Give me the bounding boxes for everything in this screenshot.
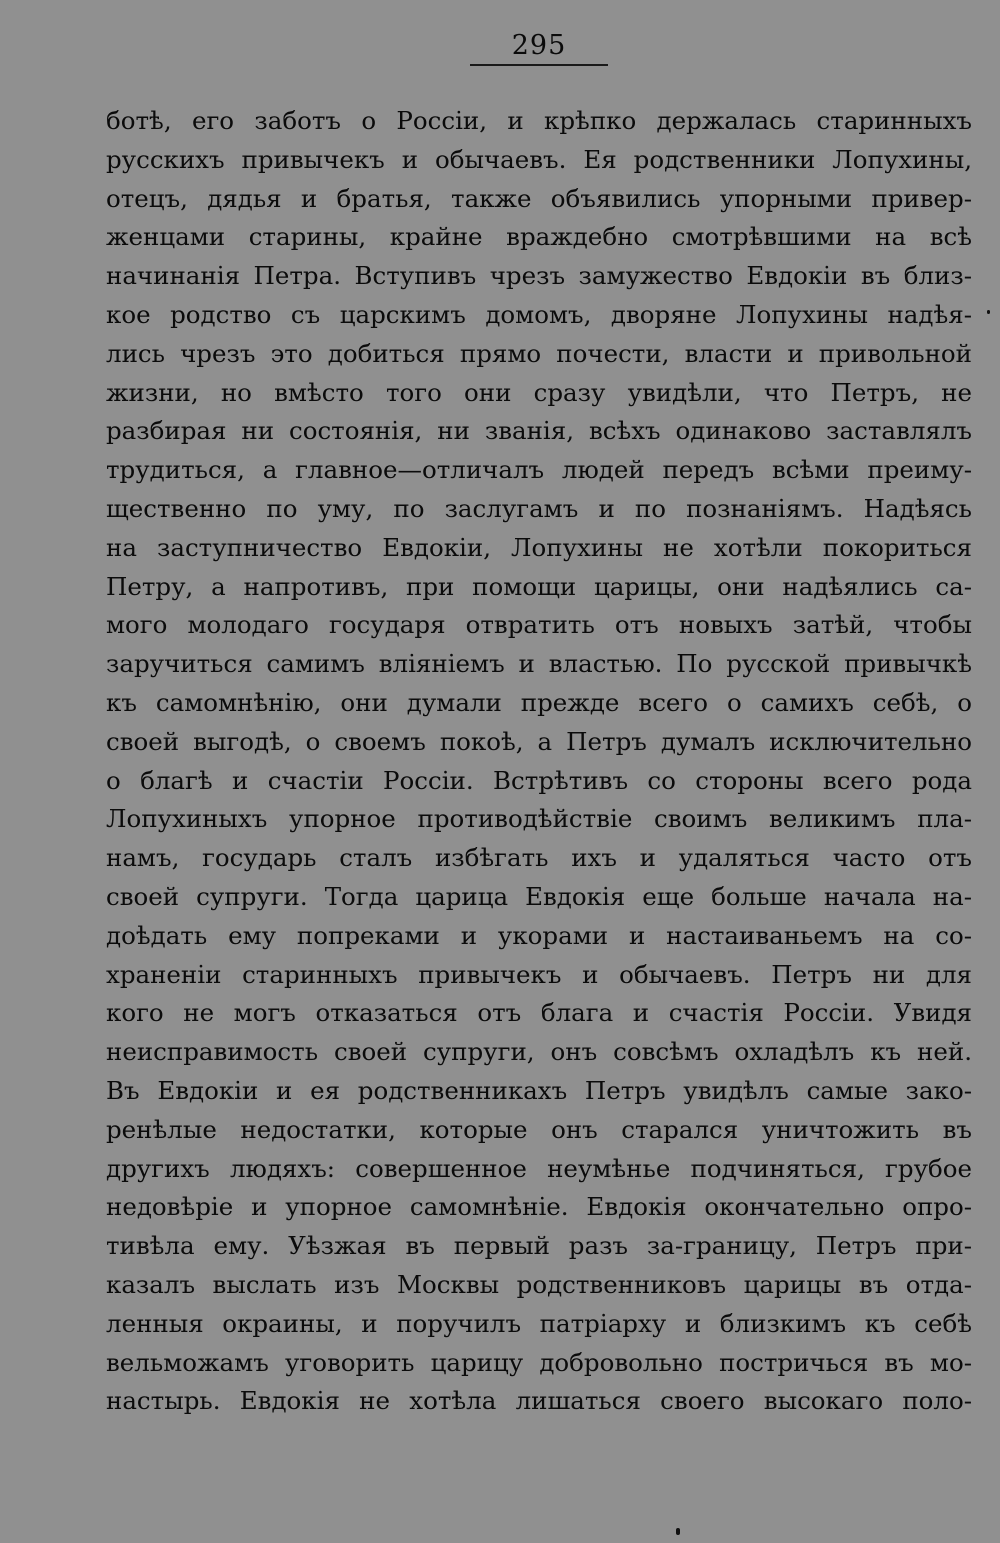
text-line: начинанія Петра. Вступивъ чрезъ замужество Евдокіи въ близ- <box>106 261 972 291</box>
text-line: о благѣ и счастіи Россіи. Встрѣтивъ со стороны всего рода <box>106 765 972 795</box>
text-line: своей супруги. Тогда царица Евдокія еще больше начала на- <box>106 881 972 911</box>
text-line: тивѣла ему. Уѣзжая въ первый разъ за-границу, Петръ при- <box>106 1231 972 1261</box>
text-line: храненіи старинныхъ привычекъ и обычаевъ. Петръ ни для <box>106 959 972 989</box>
text-line: вельможамъ уговорить царицу добровольно постричься въ мо- <box>106 1347 972 1377</box>
text-line: женцами старины, крайне враждебно смотрѣвшими на всѣ <box>106 222 972 252</box>
text-line: кое родство съ царскимъ домомъ, дворяне Лопухины надѣя- <box>106 299 972 329</box>
text-line: трудиться, а главное—отличалъ людей передъ всѣми преиму- <box>106 455 972 485</box>
text-line: неисправимость своей супруги, онъ совсѣмъ охладѣлъ къ ней. <box>106 1037 972 1067</box>
text-line: недовѣріе и упорное самомнѣніе. Евдокія окончательно опро- <box>106 1192 972 1222</box>
text-line: ленныя окраины, и поручилъ патріарху и близкимъ къ себѣ <box>106 1308 972 1338</box>
text-line: Лопухиныхъ упорное противодѣйствіе своимъ великимъ пла- <box>106 804 972 834</box>
page-number: 295 <box>511 30 567 61</box>
text-line: разбирая ни состоянія, ни званія, всѣхъ одинаково заставлялъ <box>106 416 972 446</box>
ink-speck <box>676 1528 680 1535</box>
text-line: отецъ, дядья и братья, также объявились упорными привер- <box>106 183 972 213</box>
text-line: ботѣ, его заботъ о Россіи, и крѣпко держалась старинныхъ <box>106 106 972 135</box>
text-line: жизни, но вмѣсто того они сразу увидѣли, что Петръ, не <box>106 377 972 407</box>
text-line: Въ Евдокіи и ея родственникахъ Петръ увидѣлъ самые зако- <box>106 1075 972 1105</box>
text-line: своей выгодѣ, о своемъ покоѣ, а Петръ думалъ исключительно <box>106 726 972 756</box>
ink-speck <box>987 310 990 314</box>
text-line: лись чрезъ это добиться прямо почести, власти и привольной <box>106 338 972 368</box>
text-line: намъ, государь сталъ избѣгать ихъ и удаляться часто отъ <box>106 843 972 873</box>
text-line: Петру, а напротивъ, при помощи царицы, они надѣялись са- <box>106 571 972 601</box>
text-line: щественно по уму, по заслугамъ и по познаніямъ. Надѣясь <box>106 493 972 523</box>
text-line: настырь. Евдокія не хотѣла лишаться своего высокаго поло- <box>106 1386 972 1416</box>
text-line: доѣдать ему попреками и укорами и настаиваньемъ на со- <box>106 920 972 950</box>
text-line: кого не могъ отказаться отъ блага и счастія Россіи. Увидя <box>106 998 972 1028</box>
text-line: русскихъ привычекъ и обычаевъ. Ея родственники Лопухины, <box>106 144 972 174</box>
text-line: ренѣлые недостатки, которые онъ старался уничтожить въ <box>106 1114 972 1144</box>
text-line: заручиться самимъ вліяніемъ и властью. По русской привычкѣ <box>106 649 972 679</box>
text-line: мого молодаго государя отвратить отъ новыхъ затѣй, чтобы <box>106 610 972 640</box>
text-line: казалъ выслать изъ Москвы родственниковъ царицы въ отда- <box>106 1269 972 1299</box>
text-line: на заступничество Евдокіи, Лопухины не хотѣли покориться <box>106 532 972 562</box>
body-text <box>106 102 972 1421</box>
page-number-rule <box>470 64 608 66</box>
text-line: другихъ людяхъ: совершенное неумѣнье подчиняться, грубое <box>106 1153 972 1183</box>
text-line: къ самомнѣнію, они думали прежде всего о самихъ себѣ, о <box>106 687 972 717</box>
